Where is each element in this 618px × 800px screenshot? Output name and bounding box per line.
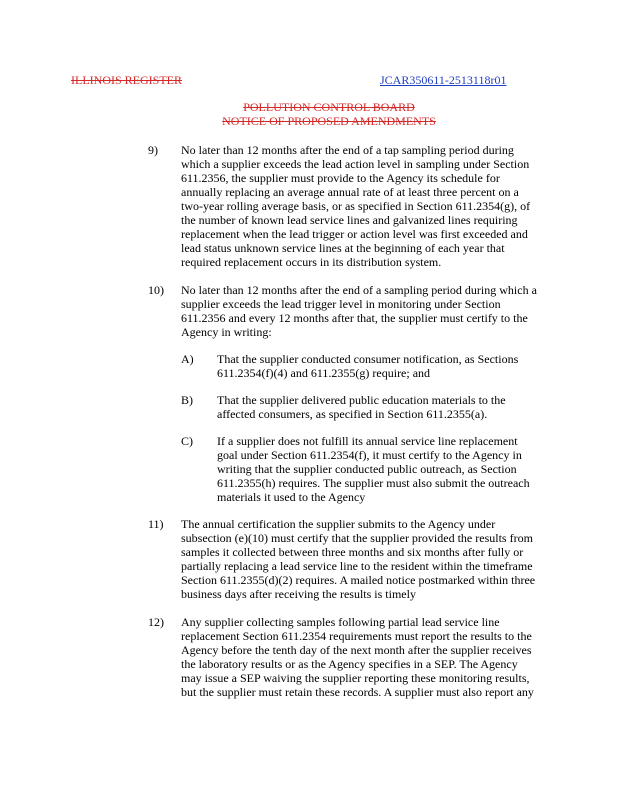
sub-item-text [217, 434, 577, 504]
text-line: Section 611.2355(d)(2) requires. A mailed notice postmarked within three [181, 573, 536, 587]
text-line: but the supplier must retain these records. A supplier must also report any [181, 685, 534, 699]
text-line: materials it used to the Agency [217, 490, 366, 504]
text-line: annually replacing an average annual rate of at least three percent on a [181, 185, 519, 199]
text-line: may issue a SEP waiving the supplier reporting these monitoring results, [181, 671, 530, 685]
text-line: samples it collected between three months and six months after fully or [181, 545, 524, 559]
sub-item-number: B) [181, 393, 193, 407]
text-line: partially replacing a lead service line to the resident within the timeframe [181, 559, 533, 573]
text-line: 611.2355(h) requires. The supplier must also submit the outreach [217, 476, 530, 490]
text-line: No later than 12 months after the end of a tap sampling period during [181, 143, 514, 157]
text-line: goal under Section 611.2354(f), it must certify to the Agency in [217, 448, 522, 462]
text-line: That the supplier delivered public education materials to the [217, 393, 506, 407]
text-line: the laboratory results or as the Agency specifies in a SEP. The Agency [181, 657, 518, 671]
item-number: 9) [148, 143, 158, 157]
text-line: 611.2356, the supplier must provide to the Agency its schedule for [181, 171, 500, 185]
text-line: supplier exceeds the lead trigger level in monitoring under Section [181, 297, 501, 311]
item-text [181, 143, 577, 269]
sub-item-number: C) [181, 434, 193, 448]
item-text [181, 517, 577, 601]
text-line: replacement Section 611.2354 requirements must report the results to the [181, 629, 532, 643]
text-line: subsection (e)(10) must certify that the supplier provided the results from [181, 531, 533, 545]
item-number: 11) [148, 517, 164, 531]
text-line: Any supplier collecting samples following partial lead service line [181, 615, 500, 629]
text-line: required replacement occurs in its distribution system. [181, 255, 442, 269]
text-line: which a supplier exceeds the lead action level in sampling under Section [181, 157, 530, 171]
text-line: 611.2356 and every 12 months after that, the supplier must certify to the [181, 311, 528, 325]
item-text [181, 283, 577, 339]
text-line: 611.2354(f)(4) and 611.2355(g) require; and [217, 366, 431, 380]
text-line: lead status unknown service lines at the beginning of each year that [181, 241, 505, 255]
item-number: 10) [148, 283, 164, 297]
document-id-link[interactable]: JCAR350611-2513118r01 [380, 73, 507, 87]
text-line: That the supplier conducted consumer notification, as Sections [217, 352, 519, 366]
text-line: Agency in writing: [181, 325, 272, 339]
sub-item-text [217, 352, 577, 380]
text-line: the number of known lead service lines and galvanized lines requiring [181, 213, 518, 227]
text-line: business days after receiving the results is timely [181, 587, 416, 601]
journal-name: ILLINOIS REGISTER [71, 73, 182, 87]
item-number: 12) [148, 615, 164, 629]
text-line: The annual certification the supplier submits to the Agency under [181, 517, 496, 531]
item-text [181, 615, 577, 699]
sub-item-text [217, 393, 577, 421]
text-line: replacement when the lead trigger or action level was first exceeded and [181, 227, 528, 241]
agency-title: POLLUTION CONTROL BOARD [243, 100, 415, 114]
text-line: No later than 12 months after the end of a sampling period during which a [181, 283, 537, 297]
sub-item-number: A) [181, 352, 194, 366]
text-line: Agency before the tenth day of the next month after the supplier receives [181, 643, 532, 657]
text-line: writing that the supplier conducted public outreach, as Section [217, 462, 517, 476]
text-line: affected consumers, as specified in Section 611.2355(a). [217, 407, 488, 421]
notice-title: NOTICE OF PROPOSED AMENDMENTS [222, 114, 436, 128]
text-line: If a supplier does not fulfill its annual service line replacement [217, 434, 518, 448]
text-line: two-year rolling average basis, or as specified in Section 611.2354(g), of [181, 199, 531, 213]
